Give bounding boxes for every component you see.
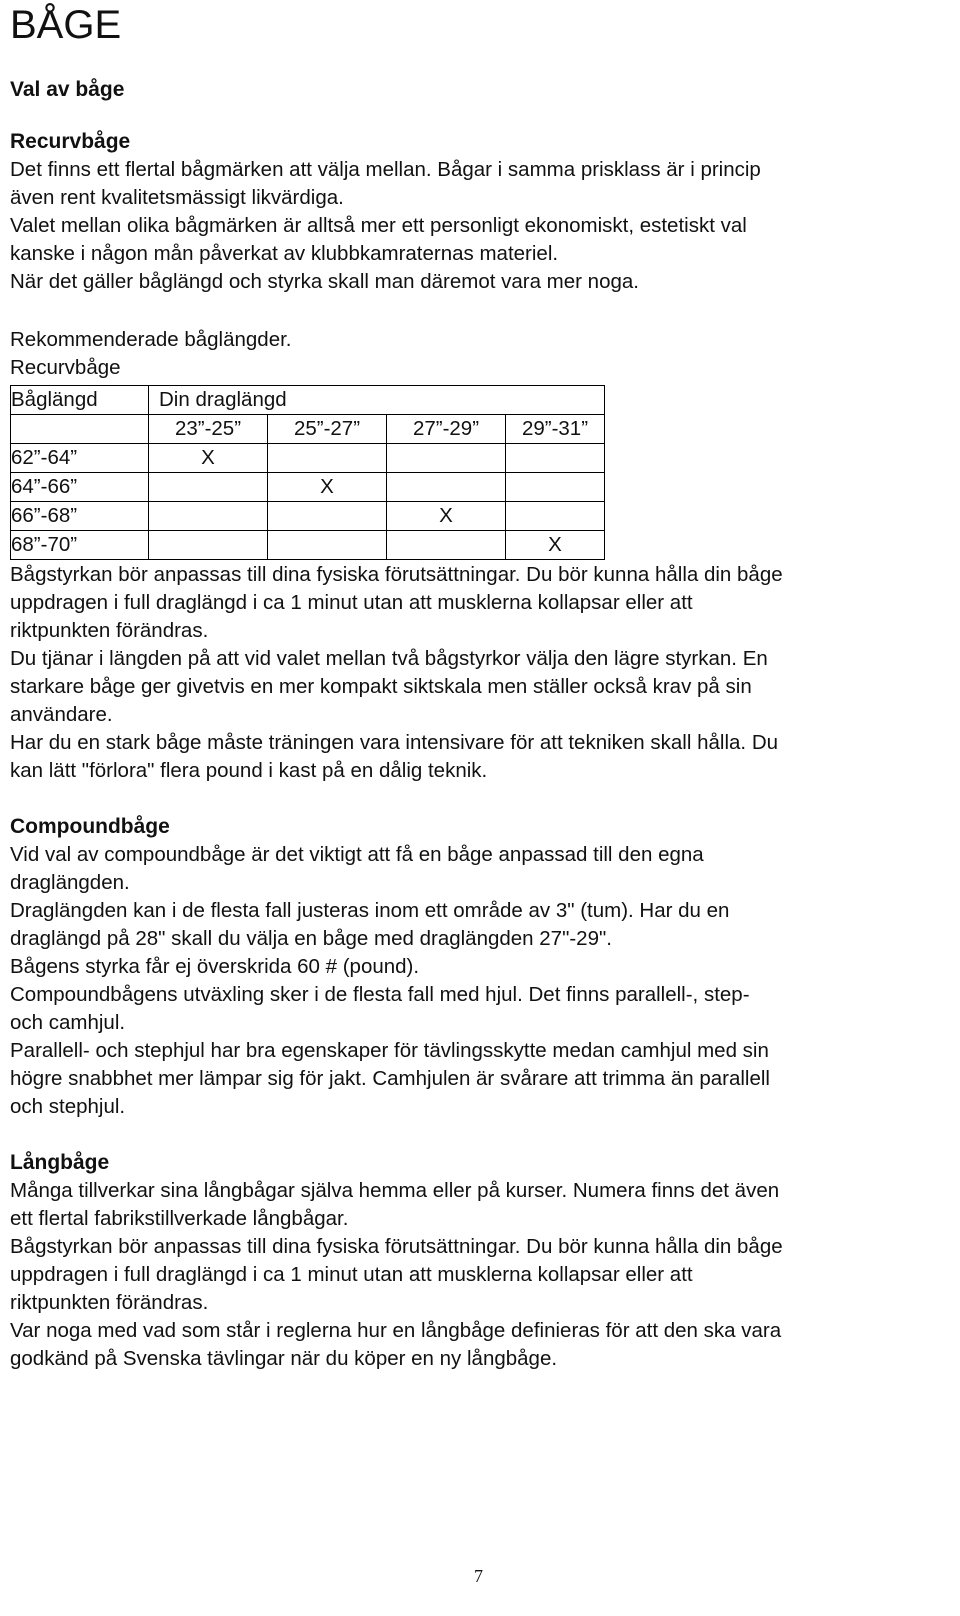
paragraph-line: Valet mellan olika bågmärken är alltså mer ett personligt ekonomiskt, estetiskt val <box>10 214 747 237</box>
paragraph-line: kanske i någon mån påverkat av klubbkamraternas materiel. <box>10 242 559 265</box>
recommended-lengths-heading: Rekommenderade båglängder. <box>10 328 292 351</box>
paragraph-line: Bågstyrkan bör anpassas till dina fysiska förutsättningar. Du bör kunna hålla din båge <box>10 1235 783 1258</box>
table-col-header-draw: 29”-31” <box>506 415 605 444</box>
paragraph-line: Var noga med vad som står i reglerna hur en långbåge definieras för att den ska vara <box>10 1319 782 1342</box>
table-cell <box>506 444 605 473</box>
paragraph-line: Draglängden kan i de flesta fall justeras inom ett område av 3" (tum). Har du en <box>10 899 730 922</box>
paragraph-line: uppdragen i full draglängd i ca 1 minut utan att musklerna kollapsar eller att <box>10 591 693 614</box>
paragraph-line: draglängd på 28" skall du välja en båge med draglängden 27"-29". <box>10 927 612 950</box>
table-row <box>11 502 605 531</box>
table-cell: X <box>149 444 268 473</box>
table-group-header-draw-length: Din draglängd <box>149 386 605 415</box>
table-cell <box>149 502 268 531</box>
table-cell <box>387 531 506 560</box>
paragraph-line: Bågens styrka får ej överskrida 60 # (pound). <box>10 955 420 978</box>
table-cell <box>11 415 149 444</box>
table-cell <box>268 531 387 560</box>
section-heading-longbow: Långbåge <box>10 1151 110 1174</box>
section-heading-recurve: Recurvbåge <box>10 130 131 153</box>
paragraph-line: Bågstyrkan bör anpassas till dina fysiska förutsättningar. Du bör kunna hålla din båge <box>10 563 783 586</box>
recommended-lengths-heading-block <box>10 326 930 382</box>
table-cell <box>387 444 506 473</box>
paragraph-line: högre snabbhet mer lämpar sig för jakt. Camhjulen är svårare att trimma än parallell <box>10 1067 770 1090</box>
table-cell: X <box>387 502 506 531</box>
table-cell <box>387 473 506 502</box>
table-row <box>11 531 605 560</box>
table-row <box>11 473 605 502</box>
paragraph-line: och camhjul. <box>10 1011 126 1034</box>
paragraph-line: Vid val av compoundbåge är det viktigt att få en båge anpassad till den egna <box>10 843 704 866</box>
bow-length-table <box>10 385 605 560</box>
table-cell: X <box>268 473 387 502</box>
paragraph-line: uppdragen i full draglängd i ca 1 minut utan att musklerna kollapsar eller att <box>10 1263 693 1286</box>
table-cell: X <box>506 531 605 560</box>
table-col-header-draw: 27”-29” <box>387 415 506 444</box>
section-heading-compound: Compoundbåge <box>10 815 170 838</box>
paragraph-line: riktpunkten förändras. <box>10 619 209 642</box>
table-row-label: 66”-68” <box>11 502 149 531</box>
table-row-label: 68”-70” <box>11 531 149 560</box>
paragraph-line: godkänd på Svenska tävlingar när du köper en ny långbåge. <box>10 1347 558 1370</box>
paragraph-line: draglängden. <box>10 871 130 894</box>
paragraph-line: Har du en stark båge måste träningen vara intensivare för att tekniken skall hålla. Du <box>10 731 779 754</box>
page-number: 7 <box>474 1566 483 1586</box>
section-recurve <box>10 128 930 296</box>
section-compound <box>10 813 930 1121</box>
table-subheader-row <box>11 415 605 444</box>
section-heading-val: Val av båge <box>10 78 125 101</box>
paragraph-line: och stephjul. <box>10 1095 126 1118</box>
table-cell <box>149 531 268 560</box>
table-row-label: 64”-66” <box>11 473 149 502</box>
bow-strength-section <box>10 561 930 785</box>
table-header-row <box>11 386 605 415</box>
paragraph-line: Du tjänar i längden på att vid valet mellan två bågstyrkor välja den lägre styrkan. En <box>10 647 768 670</box>
recommended-lengths-subheading: Recurvbåge <box>10 356 121 379</box>
table-col-header-bow-length: Båglängd <box>11 386 149 415</box>
table-row <box>11 444 605 473</box>
table-cell <box>268 444 387 473</box>
paragraph-line: Många tillverkar sina långbågar själva hemma eller på kurser. Numera finns det även <box>10 1179 780 1202</box>
table-cell <box>506 473 605 502</box>
paragraph-line: användare. <box>10 703 113 726</box>
page-title: BÅGE <box>10 3 122 47</box>
paragraph-line: När det gäller båglängd och styrka skall man däremot vara mer noga. <box>10 270 639 293</box>
table-cell <box>149 473 268 502</box>
table-row-label: 62”-64” <box>11 444 149 473</box>
paragraph-line: starkare båge ger givetvis en mer kompakt siktskala men ställer också krav på sin <box>10 675 752 698</box>
section-longbow <box>10 1149 930 1373</box>
paragraph-line: även rent kvalitetsmässigt likvärdiga. <box>10 186 344 209</box>
section-choice <box>10 76 930 104</box>
paragraph-line: ett flertal fabrikstillverkade långbågar. <box>10 1207 349 1230</box>
paragraph-line: Det finns ett flertal bågmärken att välja mellan. Bågar i samma prisklass är i princip <box>10 158 761 181</box>
table-col-header-draw: 23”-25” <box>149 415 268 444</box>
table-col-header-draw: 25”-27” <box>268 415 387 444</box>
paragraph-line: Compoundbågens utväxling sker i de flesta fall med hjul. Det finns parallell-, step- <box>10 983 750 1006</box>
table-cell <box>506 502 605 531</box>
paragraph-line: riktpunkten förändras. <box>10 1291 209 1314</box>
paragraph-line: kan lätt "förlora" flera pound i kast på en dålig teknik. <box>10 759 488 782</box>
paragraph-line: Parallell- och stephjul har bra egenskaper för tävlingsskytte medan camhjul med sin <box>10 1039 769 1062</box>
table-cell <box>268 502 387 531</box>
